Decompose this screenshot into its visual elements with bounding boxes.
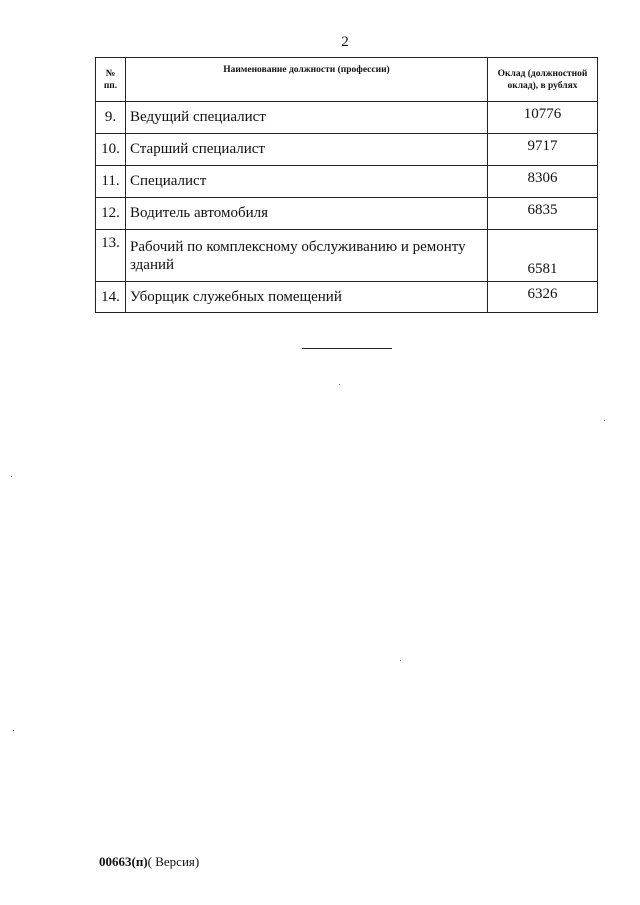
scan-speck (604, 420, 605, 421)
scan-speck (400, 660, 401, 661)
header-number: № пп. (96, 58, 126, 102)
row-position-name: Старший специалист (126, 134, 488, 166)
row-number: 14. (96, 282, 126, 313)
row-number: 9. (96, 102, 126, 134)
row-salary: 6326 (488, 282, 598, 313)
row-salary: 9717 (488, 134, 598, 166)
row-salary: 6581 (488, 230, 598, 282)
row-number: 12. (96, 198, 126, 230)
row-salary: 8306 (488, 166, 598, 198)
row-position-name: Водитель автомобиля (126, 198, 488, 230)
table-row (96, 134, 598, 166)
row-number: 11. (96, 166, 126, 198)
header-salary: Оклад (должностной оклад), в рублях (488, 58, 598, 102)
scan-speck (13, 730, 14, 731)
table-row (96, 166, 598, 198)
table-row (96, 102, 598, 134)
header-position-name: Наименование должности (профессии) (126, 58, 488, 102)
row-salary: 6835 (488, 198, 598, 230)
row-salary: 10776 (488, 102, 598, 134)
document-code (99, 854, 199, 870)
row-number: 10. (96, 134, 126, 166)
table-row (96, 198, 598, 230)
salary-table (95, 57, 598, 313)
document-code-number: 00663(п) (99, 854, 148, 869)
table-row (96, 230, 598, 282)
row-number: 13. (96, 230, 126, 282)
scan-speck (339, 384, 340, 385)
table-row (96, 282, 598, 313)
row-position-name: Рабочий по комплексному обслуживанию и ремонту зданий (126, 230, 488, 282)
divider-line (302, 348, 392, 349)
scan-speck (11, 476, 12, 477)
row-position-name: Специалист (126, 166, 488, 198)
page-number: 2 (341, 34, 349, 50)
row-position-name: Уборщик служебных помещений (126, 282, 488, 313)
table-header-row (96, 58, 598, 102)
row-position-name: Ведущий специалист (126, 102, 488, 134)
document-version: ( Версия) (147, 854, 200, 869)
